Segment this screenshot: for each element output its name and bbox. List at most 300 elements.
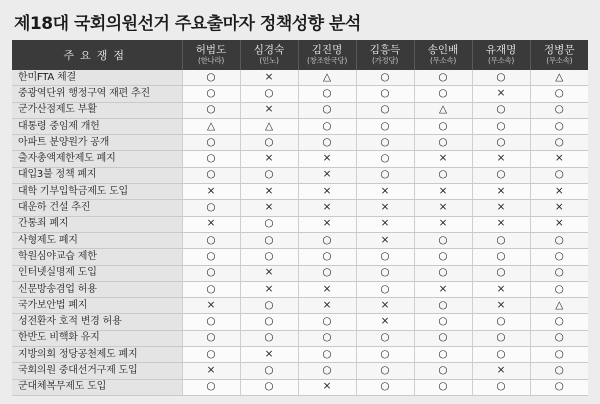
stance-mark: ○ bbox=[438, 363, 448, 376]
stance-mark: × bbox=[322, 282, 332, 295]
stance-cell bbox=[298, 314, 356, 330]
candidate-party: (한나라) bbox=[197, 56, 225, 65]
stance-cell bbox=[182, 232, 240, 248]
issue-cell: 대학 기부입학금제도 도입 bbox=[12, 184, 182, 200]
stance-mark: ○ bbox=[322, 103, 332, 116]
stance-mark: ○ bbox=[206, 347, 216, 360]
stance-cell bbox=[414, 265, 472, 281]
stance-cell bbox=[356, 265, 414, 281]
stance-cell bbox=[240, 216, 298, 232]
stance-cell bbox=[356, 298, 414, 314]
stance-cell bbox=[472, 102, 530, 118]
stance-mark: ○ bbox=[496, 331, 506, 344]
stance-mark: × bbox=[380, 217, 390, 230]
candidate-name: 유재명 bbox=[485, 44, 517, 56]
stance-mark: ○ bbox=[554, 103, 564, 116]
stance-mark: × bbox=[264, 282, 274, 295]
stance-mark: ○ bbox=[554, 266, 564, 279]
stance-cell bbox=[240, 151, 298, 167]
stance-mark: ○ bbox=[554, 380, 564, 393]
issue-cell: 출자총액제한제도 폐지 bbox=[12, 151, 182, 167]
stance-cell bbox=[182, 86, 240, 102]
table-row bbox=[12, 347, 588, 363]
stance-cell bbox=[530, 70, 588, 86]
stance-mark: ○ bbox=[380, 103, 390, 116]
stance-mark: ○ bbox=[206, 86, 216, 99]
stance-mark: ○ bbox=[264, 363, 274, 376]
candidate-name: 김진명 bbox=[311, 44, 343, 56]
stance-cell bbox=[298, 298, 356, 314]
table-row bbox=[12, 200, 588, 216]
stance-cell bbox=[356, 314, 414, 330]
issue-cell: 성전환자 호적 변경 허용 bbox=[12, 314, 182, 330]
stance-mark: ○ bbox=[322, 331, 332, 344]
stance-mark: ○ bbox=[322, 315, 332, 328]
candidate-party: (무소속) bbox=[429, 56, 457, 65]
stance-mark: ○ bbox=[206, 135, 216, 148]
stance-mark: ○ bbox=[554, 119, 564, 132]
stance-mark: ○ bbox=[496, 233, 506, 246]
stance-mark: × bbox=[322, 298, 332, 311]
stance-mark: × bbox=[438, 184, 448, 197]
issue-cell: 간통죄 폐지 bbox=[12, 216, 182, 232]
stance-cell bbox=[530, 216, 588, 232]
table-row bbox=[12, 135, 588, 151]
stance-cell bbox=[356, 184, 414, 200]
stance-cell bbox=[298, 200, 356, 216]
stance-cell bbox=[298, 330, 356, 346]
stance-mark: × bbox=[438, 152, 448, 165]
table-row bbox=[12, 298, 588, 314]
candidate-name: 김흥득 bbox=[369, 44, 401, 56]
stance-cell bbox=[298, 281, 356, 297]
stance-cell bbox=[530, 347, 588, 363]
stance-mark: ○ bbox=[438, 135, 448, 148]
issue-cell: 국회의원 중대선거구제 도입 bbox=[12, 363, 182, 379]
stance-cell bbox=[472, 249, 530, 265]
stance-mark: ○ bbox=[496, 135, 506, 148]
stance-cell bbox=[240, 249, 298, 265]
stance-mark: × bbox=[438, 217, 448, 230]
stance-mark: ○ bbox=[206, 168, 216, 181]
stance-cell bbox=[530, 232, 588, 248]
issue-cell: 신문방송겸업 허용 bbox=[12, 281, 182, 297]
stance-cell bbox=[240, 167, 298, 183]
stance-cell bbox=[240, 281, 298, 297]
stance-cell bbox=[298, 363, 356, 379]
stance-mark: × bbox=[322, 380, 332, 393]
stance-mark: ○ bbox=[380, 331, 390, 344]
stance-cell bbox=[298, 86, 356, 102]
stance-mark: ○ bbox=[264, 249, 274, 262]
stance-mark: ○ bbox=[264, 380, 274, 393]
stance-mark: ○ bbox=[206, 380, 216, 393]
stance-cell bbox=[182, 281, 240, 297]
stance-mark: ○ bbox=[554, 233, 564, 246]
stance-mark: ○ bbox=[264, 315, 274, 328]
candidate-header bbox=[472, 40, 530, 70]
stance-cell bbox=[298, 135, 356, 151]
stance-cell bbox=[356, 281, 414, 297]
table-row bbox=[12, 363, 588, 379]
stance-cell bbox=[472, 200, 530, 216]
stance-mark: × bbox=[264, 347, 274, 360]
stance-mark: × bbox=[322, 217, 332, 230]
stance-mark: × bbox=[322, 201, 332, 214]
stance-cell bbox=[472, 151, 530, 167]
stance-cell bbox=[530, 379, 588, 395]
stance-mark: × bbox=[380, 184, 390, 197]
stance-cell bbox=[182, 184, 240, 200]
stance-mark: ○ bbox=[206, 201, 216, 214]
stance-cell bbox=[356, 151, 414, 167]
stance-cell bbox=[414, 314, 472, 330]
stance-cell bbox=[240, 298, 298, 314]
stance-cell bbox=[240, 232, 298, 248]
table-row bbox=[12, 102, 588, 118]
stance-cell bbox=[472, 216, 530, 232]
stance-cell bbox=[472, 118, 530, 134]
stance-mark: ○ bbox=[380, 347, 390, 360]
stance-cell bbox=[298, 232, 356, 248]
table-row bbox=[12, 249, 588, 265]
stance-mark: ○ bbox=[322, 347, 332, 360]
stance-cell bbox=[240, 379, 298, 395]
issue-cell: 군대체복무제도 도입 bbox=[12, 379, 182, 395]
stance-cell bbox=[298, 70, 356, 86]
stance-cell bbox=[356, 70, 414, 86]
stance-cell bbox=[298, 347, 356, 363]
stance-cell bbox=[182, 249, 240, 265]
stance-cell bbox=[530, 265, 588, 281]
stance-mark: ○ bbox=[496, 168, 506, 181]
stance-mark: ○ bbox=[380, 152, 390, 165]
stance-mark: △ bbox=[555, 298, 564, 311]
stance-cell bbox=[472, 135, 530, 151]
stance-cell bbox=[530, 330, 588, 346]
stance-mark: × bbox=[264, 70, 274, 83]
stance-mark: × bbox=[438, 201, 448, 214]
candidate-name: 송인배 bbox=[427, 44, 459, 56]
candidate-header bbox=[240, 40, 298, 70]
table-row bbox=[12, 118, 588, 134]
stance-mark: ○ bbox=[554, 363, 564, 376]
stance-mark: ○ bbox=[206, 266, 216, 279]
stance-cell bbox=[414, 86, 472, 102]
stance-cell bbox=[414, 249, 472, 265]
stance-cell bbox=[472, 281, 530, 297]
stance-mark: ○ bbox=[438, 298, 448, 311]
table-row bbox=[12, 184, 588, 200]
table-row bbox=[12, 86, 588, 102]
stance-mark: ○ bbox=[380, 249, 390, 262]
stance-cell bbox=[472, 86, 530, 102]
table-row bbox=[12, 265, 588, 281]
stance-cell bbox=[240, 314, 298, 330]
stance-mark: ○ bbox=[322, 233, 332, 246]
page-title: 제18대 국회의원선거 주요출마자 정책성향 분석 bbox=[14, 14, 361, 34]
table-row bbox=[12, 167, 588, 183]
stance-cell bbox=[414, 216, 472, 232]
stance-cell bbox=[414, 363, 472, 379]
stance-mark: × bbox=[206, 363, 216, 376]
stance-cell bbox=[298, 102, 356, 118]
stance-mark: × bbox=[206, 217, 216, 230]
stance-cell bbox=[356, 347, 414, 363]
stance-mark: ○ bbox=[380, 380, 390, 393]
stance-cell bbox=[356, 330, 414, 346]
stance-cell bbox=[356, 216, 414, 232]
stance-cell bbox=[414, 379, 472, 395]
candidate-header bbox=[414, 40, 472, 70]
stance-cell bbox=[240, 86, 298, 102]
stance-mark: ○ bbox=[322, 266, 332, 279]
stance-cell bbox=[414, 298, 472, 314]
stance-mark: × bbox=[496, 298, 506, 311]
stance-cell bbox=[472, 184, 530, 200]
stance-mark: ○ bbox=[380, 119, 390, 132]
stance-cell bbox=[182, 330, 240, 346]
stance-mark: ○ bbox=[322, 249, 332, 262]
stance-cell bbox=[298, 118, 356, 134]
stance-mark: ○ bbox=[438, 249, 448, 262]
stance-mark: × bbox=[264, 201, 274, 214]
table-row bbox=[12, 216, 588, 232]
issue-cell: 국가보안법 폐지 bbox=[12, 298, 182, 314]
stance-mark: × bbox=[554, 217, 564, 230]
stance-mark: ○ bbox=[206, 331, 216, 344]
stance-cell bbox=[414, 347, 472, 363]
stance-cell bbox=[414, 281, 472, 297]
table-row bbox=[12, 314, 588, 330]
stance-cell bbox=[530, 249, 588, 265]
stance-cell bbox=[530, 118, 588, 134]
stance-mark: ○ bbox=[496, 266, 506, 279]
stance-cell bbox=[240, 347, 298, 363]
stance-cell bbox=[240, 330, 298, 346]
stance-cell bbox=[472, 70, 530, 86]
candidate-header bbox=[298, 40, 356, 70]
stance-mark: △ bbox=[322, 70, 332, 83]
stance-mark: ○ bbox=[322, 363, 332, 376]
table-row bbox=[12, 232, 588, 248]
stance-cell bbox=[530, 298, 588, 314]
stance-mark: × bbox=[496, 201, 506, 214]
stance-mark: ○ bbox=[554, 249, 564, 262]
stance-cell bbox=[414, 232, 472, 248]
stance-cell bbox=[472, 379, 530, 395]
stance-mark: ○ bbox=[438, 266, 448, 279]
table-row bbox=[12, 70, 588, 86]
issue-cell: 학원심야교습 제한 bbox=[12, 249, 182, 265]
stance-cell bbox=[298, 379, 356, 395]
stance-mark: ○ bbox=[554, 331, 564, 344]
issue-cell: 한미FTA 체결 bbox=[12, 70, 182, 86]
candidate-name: 심경숙 bbox=[253, 44, 285, 56]
stance-cell bbox=[530, 151, 588, 167]
stance-mark: × bbox=[496, 86, 506, 99]
issue-cell: 군가산점제도 부활 bbox=[12, 102, 182, 118]
stance-cell bbox=[298, 151, 356, 167]
stance-mark: × bbox=[380, 298, 390, 311]
stance-mark: × bbox=[380, 233, 390, 246]
stance-mark: × bbox=[380, 201, 390, 214]
stance-mark: ○ bbox=[496, 315, 506, 328]
stance-mark: ○ bbox=[380, 135, 390, 148]
stance-cell bbox=[356, 102, 414, 118]
stance-mark: ○ bbox=[554, 135, 564, 148]
stance-mark: ○ bbox=[496, 380, 506, 393]
candidate-name: 정병문 bbox=[544, 44, 575, 56]
stance-cell bbox=[472, 363, 530, 379]
table-row bbox=[12, 281, 588, 297]
stance-mark: ○ bbox=[438, 70, 448, 83]
stance-mark: × bbox=[264, 266, 274, 279]
stance-mark: × bbox=[380, 315, 390, 328]
table-row bbox=[12, 379, 588, 395]
table-row bbox=[12, 330, 588, 346]
stance-cell bbox=[298, 184, 356, 200]
stance-mark: ○ bbox=[380, 266, 390, 279]
stance-cell bbox=[472, 167, 530, 183]
stance-cell bbox=[240, 118, 298, 134]
stance-mark: ○ bbox=[264, 233, 274, 246]
stance-cell bbox=[530, 102, 588, 118]
stance-mark: × bbox=[322, 184, 332, 197]
stance-cell bbox=[414, 184, 472, 200]
stance-cell bbox=[240, 70, 298, 86]
stance-mark: ○ bbox=[206, 249, 216, 262]
stance-cell bbox=[240, 135, 298, 151]
stance-mark: ○ bbox=[206, 282, 216, 295]
stance-mark: ○ bbox=[496, 119, 506, 132]
stance-mark: ○ bbox=[438, 168, 448, 181]
stance-cell bbox=[530, 200, 588, 216]
candidate-name: 허범도 bbox=[195, 44, 227, 56]
stance-cell bbox=[182, 216, 240, 232]
stance-mark: ○ bbox=[322, 119, 332, 132]
stance-mark: ○ bbox=[264, 217, 274, 230]
stance-mark: ○ bbox=[380, 282, 390, 295]
stance-cell bbox=[182, 167, 240, 183]
stance-cell bbox=[472, 314, 530, 330]
candidate-party: (창조한국당) bbox=[307, 56, 347, 65]
issue-cell: 아파트 분양원가 공개 bbox=[12, 135, 182, 151]
stance-cell bbox=[414, 118, 472, 134]
stance-mark: × bbox=[554, 201, 564, 214]
stance-mark: ○ bbox=[554, 86, 564, 99]
stance-cell bbox=[182, 200, 240, 216]
stance-mark: × bbox=[554, 152, 564, 165]
issue-column-header: 주요쟁점 bbox=[12, 40, 182, 70]
stance-cell bbox=[240, 265, 298, 281]
stance-mark: ○ bbox=[264, 298, 274, 311]
issue-cell: 인터넷실명제 도입 bbox=[12, 265, 182, 281]
stance-mark: × bbox=[322, 168, 332, 181]
stance-mark: × bbox=[206, 298, 216, 311]
stance-cell bbox=[182, 265, 240, 281]
stance-mark: △ bbox=[264, 119, 274, 132]
table-row bbox=[12, 151, 588, 167]
stance-cell bbox=[414, 330, 472, 346]
stance-cell bbox=[414, 70, 472, 86]
stance-mark: ○ bbox=[264, 168, 274, 181]
policy-table bbox=[12, 40, 588, 396]
stance-cell bbox=[182, 70, 240, 86]
stance-cell bbox=[298, 249, 356, 265]
stance-cell bbox=[182, 298, 240, 314]
stance-cell bbox=[356, 232, 414, 248]
stance-mark: ○ bbox=[554, 282, 564, 295]
table-body bbox=[12, 70, 588, 395]
stance-cell bbox=[530, 167, 588, 183]
stance-mark: ○ bbox=[438, 233, 448, 246]
stance-cell bbox=[356, 200, 414, 216]
stance-mark: × bbox=[264, 184, 274, 197]
stance-cell bbox=[298, 265, 356, 281]
candidate-party: (민노) bbox=[259, 56, 279, 65]
stance-cell bbox=[530, 363, 588, 379]
stance-mark: ○ bbox=[554, 168, 564, 181]
stance-mark: ○ bbox=[438, 380, 448, 393]
issue-cell: 한반도 비핵화 유지 bbox=[12, 330, 182, 346]
stance-cell bbox=[530, 314, 588, 330]
stance-mark: ○ bbox=[496, 347, 506, 360]
stance-cell bbox=[530, 135, 588, 151]
stance-mark: × bbox=[264, 152, 274, 165]
stance-mark: × bbox=[206, 184, 216, 197]
issue-cell: 대운하 건설 추진 bbox=[12, 200, 182, 216]
stance-mark: ○ bbox=[496, 249, 506, 262]
stance-mark: × bbox=[322, 152, 332, 165]
stance-cell bbox=[182, 102, 240, 118]
issue-cell: 지방의회 정당공천제도 폐지 bbox=[12, 347, 182, 363]
issue-cell: 대입3불 정책 폐지 bbox=[12, 167, 182, 183]
stance-cell bbox=[414, 135, 472, 151]
stance-cell bbox=[414, 200, 472, 216]
issue-cell: 대통령 중임제 개헌 bbox=[12, 118, 182, 134]
candidate-header bbox=[356, 40, 414, 70]
stance-cell bbox=[472, 265, 530, 281]
stance-mark: × bbox=[554, 184, 564, 197]
header-row bbox=[12, 40, 588, 70]
stance-cell bbox=[356, 135, 414, 151]
stance-mark: △ bbox=[206, 119, 216, 132]
stance-cell bbox=[530, 86, 588, 102]
stance-cell bbox=[356, 118, 414, 134]
stance-mark: ○ bbox=[322, 135, 332, 148]
stance-mark: ○ bbox=[438, 331, 448, 344]
stance-mark: ○ bbox=[438, 315, 448, 328]
stance-mark: ○ bbox=[438, 86, 448, 99]
stance-mark: ○ bbox=[380, 363, 390, 376]
stance-cell bbox=[298, 167, 356, 183]
stance-cell bbox=[356, 363, 414, 379]
stance-cell bbox=[182, 118, 240, 134]
stance-cell bbox=[472, 298, 530, 314]
stance-cell bbox=[182, 363, 240, 379]
stance-cell bbox=[182, 135, 240, 151]
stance-cell bbox=[182, 314, 240, 330]
stance-mark: × bbox=[438, 282, 448, 295]
stance-cell bbox=[298, 216, 356, 232]
stance-mark: ○ bbox=[206, 152, 216, 165]
issue-cell: 중광역단위 행정구역 재편 추진 bbox=[12, 86, 182, 102]
stance-mark: ○ bbox=[438, 119, 448, 132]
stance-mark: × bbox=[496, 363, 506, 376]
candidate-party: (가정당) bbox=[371, 56, 399, 65]
stance-cell bbox=[414, 167, 472, 183]
